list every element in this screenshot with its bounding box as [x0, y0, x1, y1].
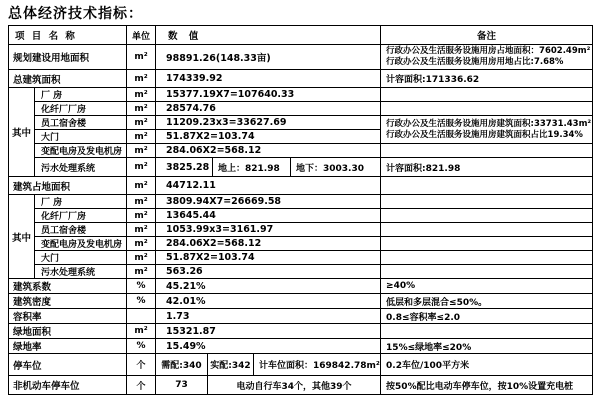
- unit-cell: m²: [127, 223, 156, 237]
- header-name: 项 目 名 称: [9, 26, 127, 45]
- remark-cell: ≥40%: [381, 279, 593, 294]
- label-cell: 容积率: [9, 309, 127, 324]
- remark-cell: [381, 324, 593, 339]
- remark-line-1: 行政办公及生活服务设施用房占地面积：7602.49m²: [386, 46, 591, 57]
- value-cell: 51.87X2=103.74: [156, 251, 381, 265]
- remark-cell: [381, 88, 593, 102]
- header-value: 数 值: [156, 26, 381, 45]
- value-cell: 284.06X2=568.12: [156, 144, 381, 158]
- unit-cell: m²: [127, 70, 156, 88]
- row-green-area: [9, 324, 593, 339]
- value-cell: 284.06X2=568.12: [156, 237, 381, 251]
- remark-cell: [381, 265, 593, 279]
- label-cell: 建筑密度: [9, 294, 127, 309]
- label-cell: 非机动车停车位: [9, 376, 127, 395]
- parking-actual-cell: 实配:342: [208, 354, 254, 376]
- value-cell: 11209.23x3=33627.69: [156, 116, 381, 130]
- row-building-coefficient: [9, 279, 593, 294]
- header-unit: 单位: [127, 26, 156, 45]
- row-s1-factory: [9, 88, 593, 102]
- unit-cell: m²: [127, 237, 156, 251]
- label-cell: 化纤厂厂房: [35, 102, 127, 116]
- indicators-table: [8, 25, 593, 395]
- value-cell: 98891.26(148.33亩): [156, 45, 381, 70]
- group-cell: 其中: [9, 195, 35, 279]
- value-cell: 51.87X2=103.74: [156, 130, 381, 144]
- unit-cell: m²: [127, 177, 156, 195]
- remark-line-2: 行政办公及生活服务设施用房建筑面积占比19.34%: [386, 129, 583, 140]
- below-ground-cell: 地下：3003.30: [291, 158, 381, 177]
- row-non-motor-parking: [9, 376, 593, 395]
- remark-cell: [381, 223, 593, 237]
- label-cell: 大门: [35, 251, 127, 265]
- remark-cell: [381, 177, 593, 195]
- value-cell: 13645.44: [156, 209, 381, 223]
- row-floor-area-ratio: [9, 309, 593, 324]
- value-cell: 174339.92: [156, 70, 381, 88]
- row-building-density: [9, 294, 593, 309]
- row-total-floor-area: [9, 70, 593, 88]
- label-cell: 大门: [35, 130, 127, 144]
- value-cell: 3809.94X7=26669.58: [156, 195, 381, 209]
- value-cell: 15377.19X7=107640.33: [156, 88, 381, 102]
- label-cell: 厂 房: [35, 88, 127, 102]
- remark-cell: [381, 102, 593, 116]
- remark-line-1: 行政办公及生活服务设施用房建筑面积:33731.43m²: [386, 118, 592, 129]
- row-s2-fiber-plant: [9, 209, 593, 223]
- remark-cell: [381, 195, 593, 209]
- remark-cell: [381, 209, 593, 223]
- remark-cell: [381, 237, 593, 251]
- unit-cell: m²: [127, 45, 156, 70]
- unit-cell: m²: [127, 195, 156, 209]
- label-cell: 员工宿舍楼: [35, 116, 127, 130]
- value-cell: 44712.11: [156, 177, 381, 195]
- unit-cell: 个: [127, 376, 156, 395]
- group-cell: 其中: [9, 88, 35, 177]
- label-cell: 总建筑面积: [9, 70, 127, 88]
- row-green-ratio: [9, 339, 593, 354]
- unit-cell: 个: [127, 354, 156, 376]
- row-s2-dormitory: [9, 223, 593, 237]
- remark-line-2: 行政办公及生活服务设施用房用地占比:7.68%: [386, 57, 564, 67]
- row-s1-power-room: [9, 144, 593, 158]
- unit-cell: m²: [127, 130, 156, 144]
- remark-cell: [381, 144, 593, 158]
- unit-cell: m²: [127, 144, 156, 158]
- value-cell: 42.01%: [156, 294, 381, 309]
- value-cell: 563.26: [156, 265, 381, 279]
- row-planned-land-area: [9, 45, 593, 70]
- row-s1-dormitory: [9, 116, 593, 130]
- row-s1-sewage: [9, 158, 593, 177]
- remark-cell: [381, 45, 593, 70]
- unit-cell: %: [127, 339, 156, 354]
- label-cell: 规划建设用地面积: [9, 45, 127, 70]
- remark-cell: 0.8≤容积率≤2.0: [381, 309, 593, 324]
- unit-cell: [127, 309, 156, 324]
- row-s2-power-room: [9, 237, 593, 251]
- row-s2-gate: [9, 251, 593, 265]
- header-row: [9, 26, 593, 45]
- row-building-footprint: [9, 177, 593, 195]
- unit-cell: m²: [127, 209, 156, 223]
- label-cell: 绿地率: [9, 339, 127, 354]
- unit-cell: m²: [127, 116, 156, 130]
- label-cell: 变配电房及发电机房: [35, 237, 127, 251]
- row-s1-fiber-plant: [9, 102, 593, 116]
- label-cell: 厂 房: [35, 195, 127, 209]
- label-cell: 员工宿舍楼: [35, 223, 127, 237]
- remark-cell: [381, 251, 593, 265]
- value-cell: 1.73: [156, 309, 381, 324]
- above-ground-cell: 地上：821.98: [213, 158, 291, 177]
- remark-cell: 15%≤绿地率≤20%: [381, 339, 593, 354]
- value-cell: 45.21%: [156, 279, 381, 294]
- remark-cell: 计容面积:821.98: [381, 158, 593, 177]
- unit-cell: m²: [127, 251, 156, 265]
- label-cell: 化纤厂厂房: [35, 209, 127, 223]
- label-cell: 建筑系数: [9, 279, 127, 294]
- header-remark: 备注: [381, 26, 593, 45]
- remark-cell: [381, 116, 593, 144]
- label-cell: 建筑占地面积: [9, 177, 127, 195]
- page-title: 总体经济技术指标：: [8, 6, 143, 22]
- value-cell: 73: [156, 376, 208, 395]
- label-cell: 绿地面积: [9, 324, 127, 339]
- unit-cell: m²: [127, 265, 156, 279]
- detail-cell: 电动自行车34个，其他39个: [208, 376, 381, 395]
- unit-cell: m²: [127, 102, 156, 116]
- remark-cell: 按50%配比电动车停车位，按10%设置充电桩: [381, 376, 593, 395]
- unit-cell: m²: [127, 324, 156, 339]
- value-cell: 28574.76: [156, 102, 381, 116]
- unit-cell: m²: [127, 158, 156, 177]
- value-cell: 15321.87: [156, 324, 381, 339]
- label-cell: 污水处理系统: [35, 265, 127, 279]
- parking-area-cell: 计车位面积：169842.78m²: [254, 354, 381, 376]
- row-s2-sewage: [9, 265, 593, 279]
- row-s2-factory: [9, 195, 593, 209]
- unit-cell: %: [127, 279, 156, 294]
- label-cell: 停车位: [9, 354, 127, 376]
- value-cell: 15.49%: [156, 339, 381, 354]
- row-parking-spaces: [9, 354, 593, 376]
- remark-cell: 低层和多层混合≤50%。: [381, 294, 593, 309]
- value-cell: 1053.99x3=3161.97: [156, 223, 381, 237]
- parking-required-cell: 需配:340: [156, 354, 208, 376]
- label-cell: 变配电房及发电机房: [35, 144, 127, 158]
- unit-cell: m²: [127, 88, 156, 102]
- remark-cell: 0.2车位/100平方米: [381, 354, 593, 376]
- remark-cell: 计容面积:171336.62: [381, 70, 593, 88]
- unit-cell: %: [127, 294, 156, 309]
- value-cell: 3825.28: [156, 158, 213, 177]
- label-cell: 污水处理系统: [35, 158, 127, 177]
